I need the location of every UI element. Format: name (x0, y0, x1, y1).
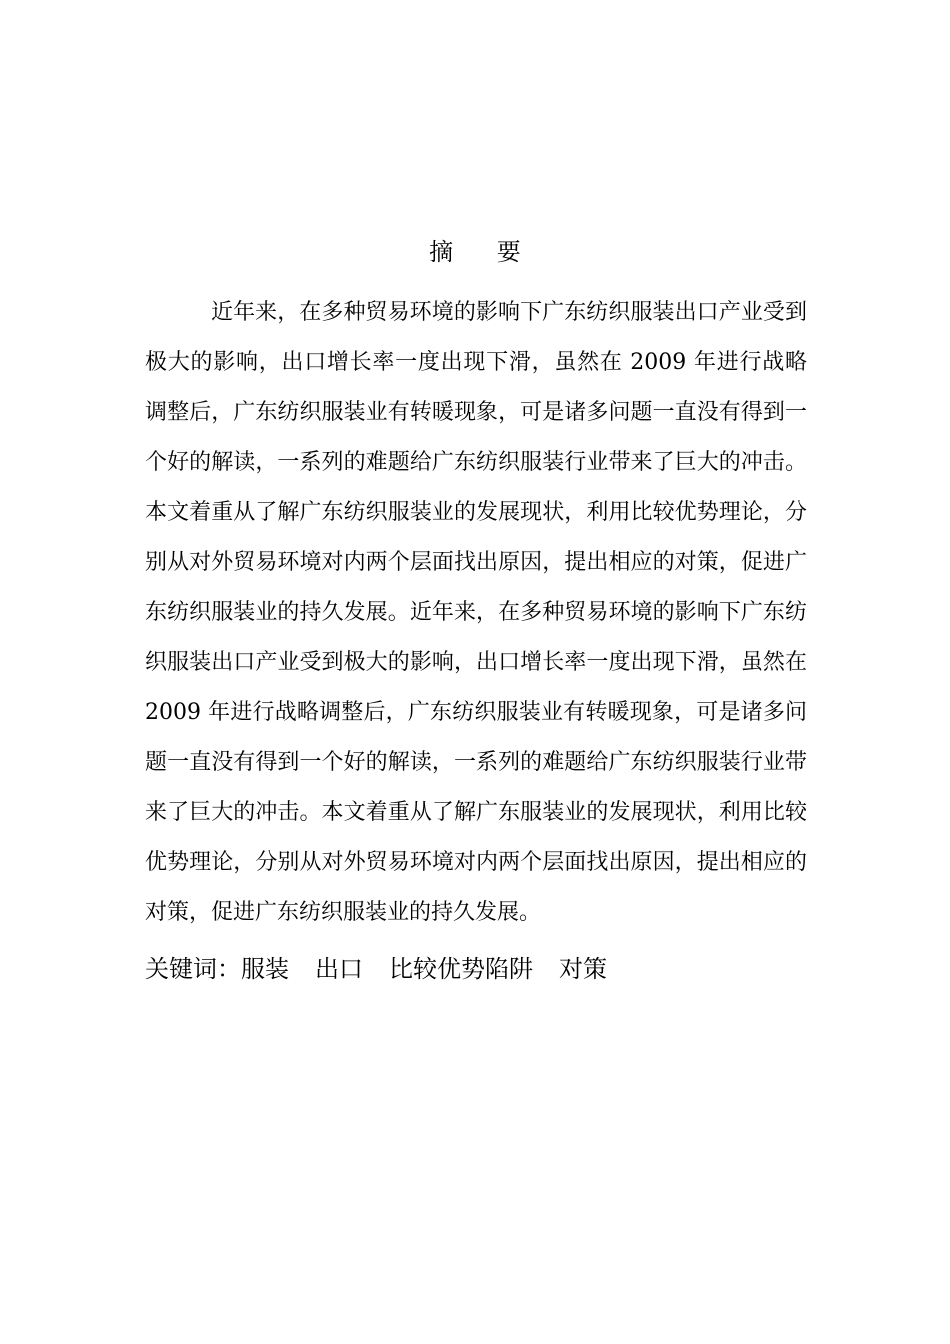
keyword-item: 服装 (241, 955, 289, 983)
keyword-item: 比较优势陷阱 (389, 955, 533, 983)
abstract-body: 近年来，在多种贸易环境的影响下广东纺织服装出口产业受到极大的影响，出口增长率一度出现下滑，虽然在 2009 年进行战略调整后，广东纺织服装业有转暖现象，可是诸多问题一直没有得到一个好的解读，一系列的难题给广东纺织服装行业带来了巨大的冲击。本文着重从了解广东纺织服装业的发展现状，利用比较优势理论，分别从对外贸易环境对内两个层面找出原因，提出相应的对策，促进广东纺织服装业的持久发展。近年来，在多种贸易环境的影响下广东纺织服装出口产业受到极大的影响，出口增长率一度出现下滑，虽然在 2009 年进行战略调整后，广东纺织服装业有转暖现象，可是诸多问题一直没有得到一个好的解读，一系列的难题给广东纺织服装行业带来了巨大的冲击。本文着重从了解广东服装业的发展现状，利用比较优势理论，分别从对外贸易环境对内两个层面找出原因，提出相应的对策，促进广东纺织服装业的持久发展。 (145, 300, 807, 925)
keywords-label: 关键词： (145, 955, 241, 983)
keyword-item: 对策 (559, 955, 607, 983)
abstract-title: 摘 要 (429, 238, 539, 266)
keywords-line (145, 944, 807, 994)
keyword-item: 出口 (315, 955, 363, 983)
